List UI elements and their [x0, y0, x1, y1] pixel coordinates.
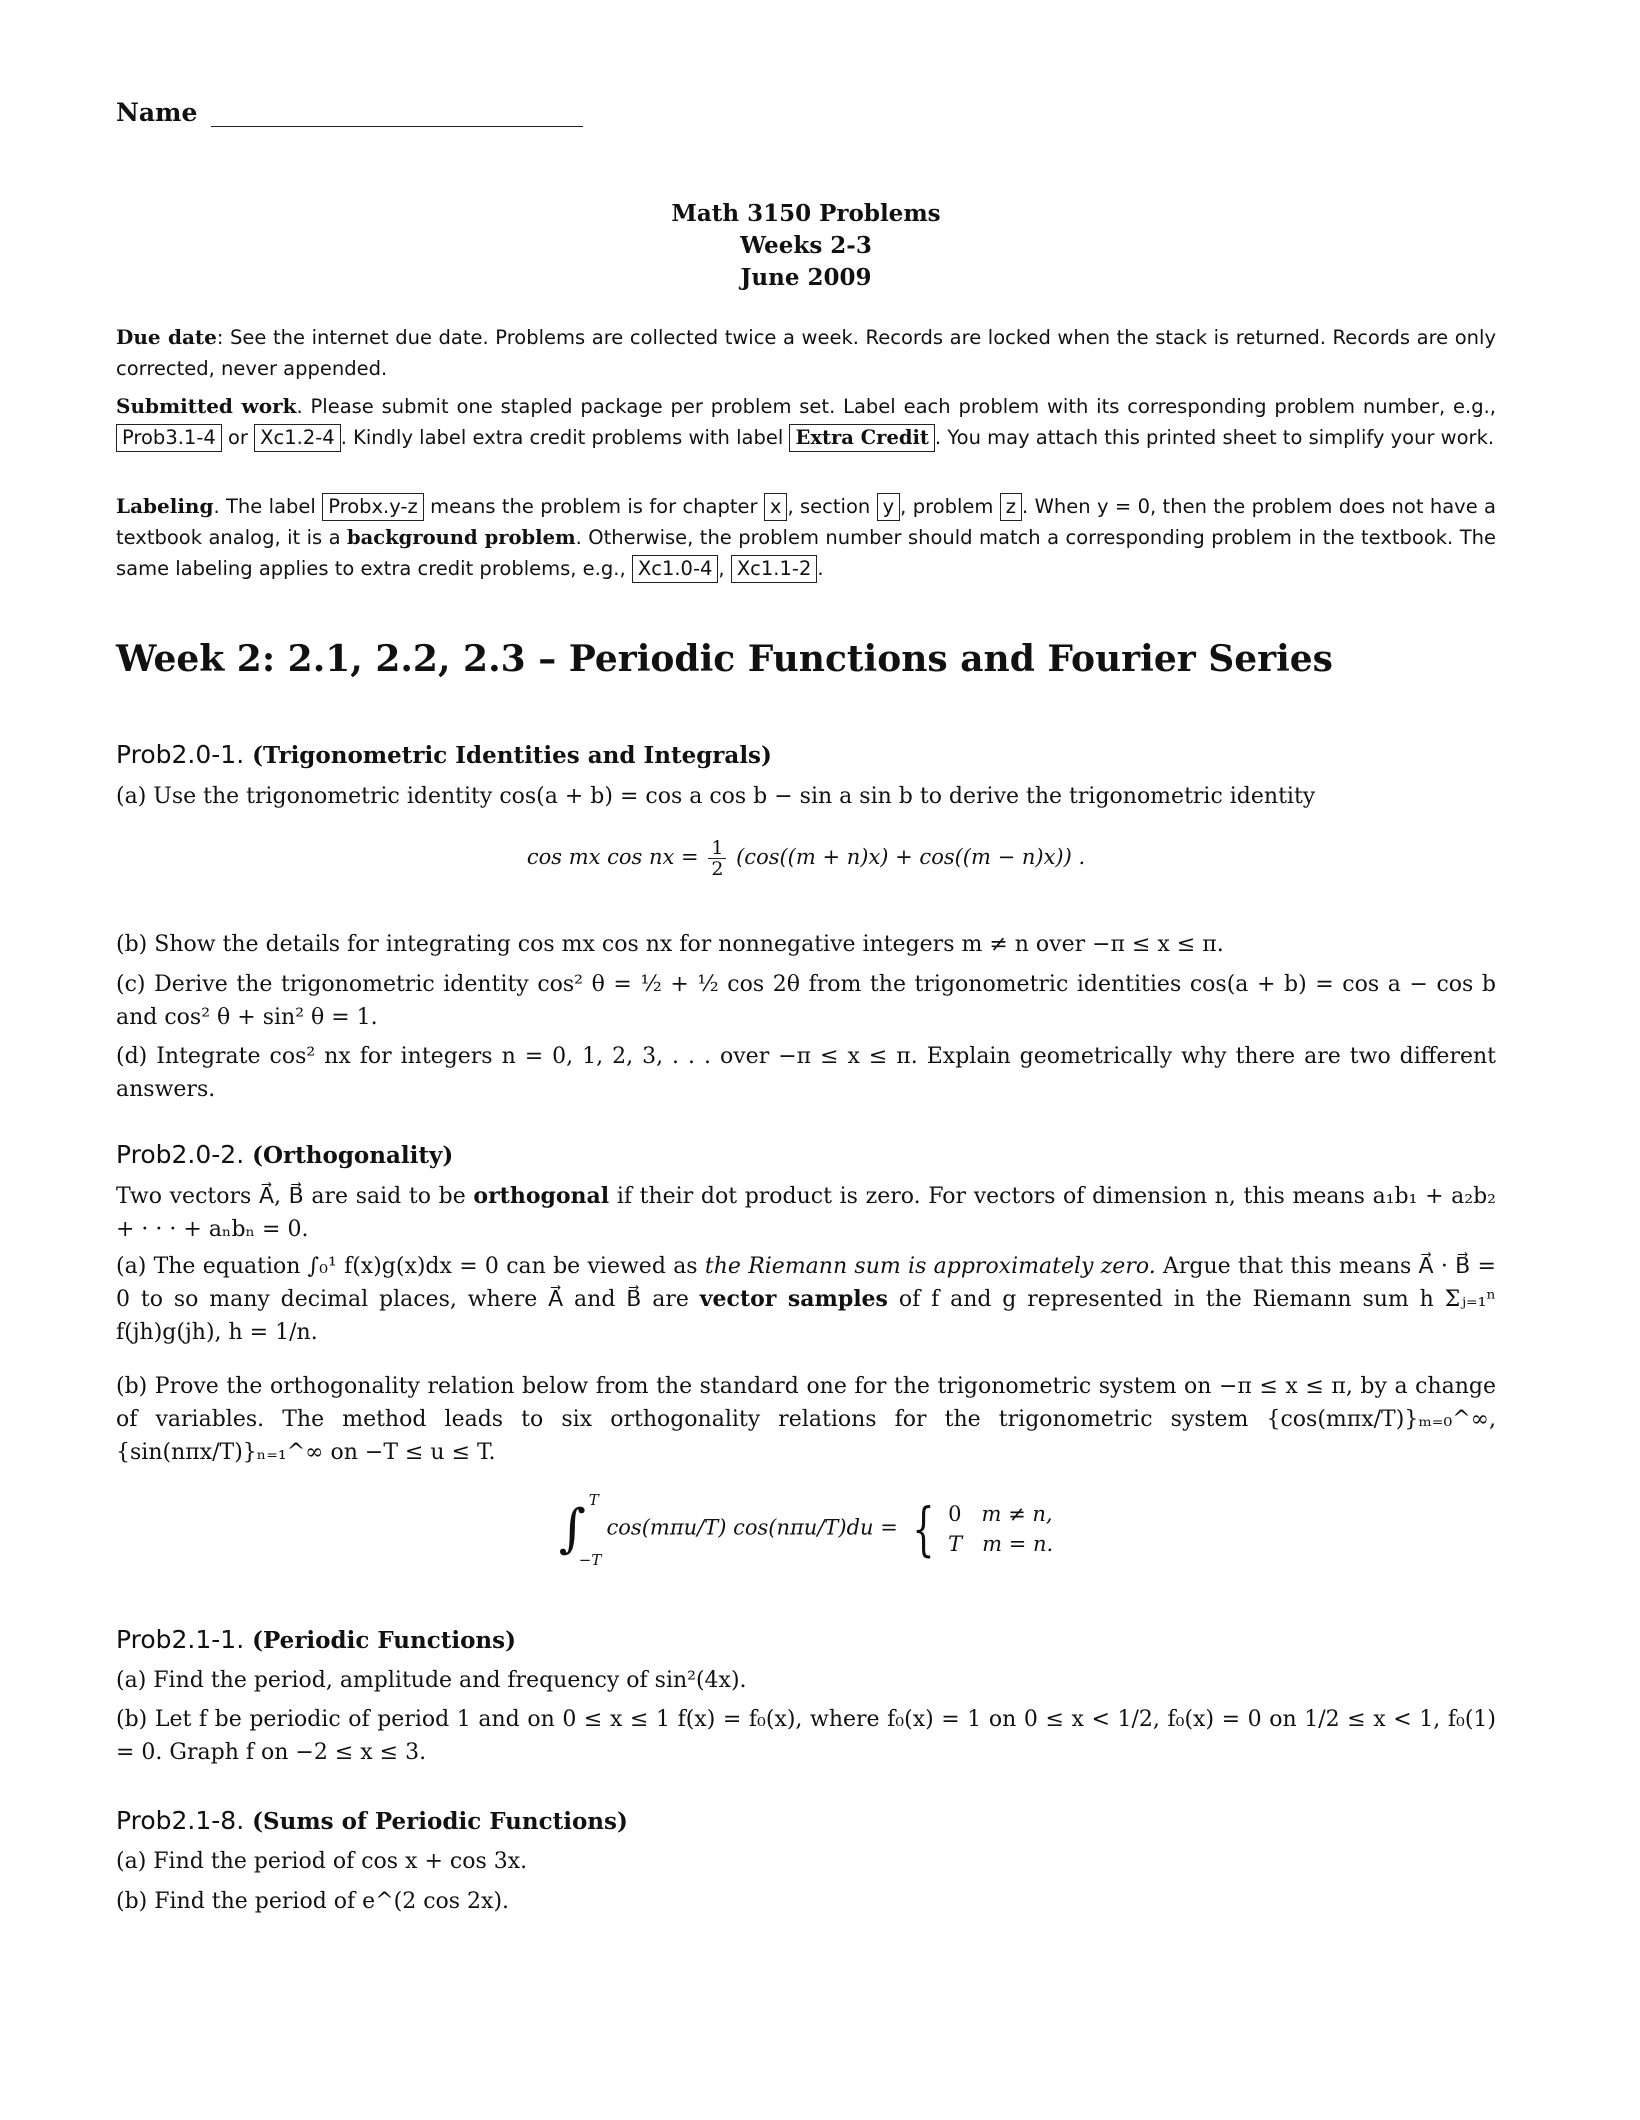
problem-part-a: (a) Use the trigonometric identity cos(a + b) = cos a cos b − sin a sin b to derive the trigonometric identity	[116, 784, 1316, 809]
label-box-xc: Xc1.2-4	[254, 424, 341, 452]
case-value: T	[948, 1532, 963, 1556]
identity-equation	[116, 838, 1496, 879]
integral-sign	[558, 1491, 602, 1569]
case-row	[948, 1499, 1053, 1529]
label-box-probx: Probx.y-z	[322, 493, 424, 521]
case-condition: m ≠ n,	[981, 1502, 1053, 1526]
problem-part-b: (b) Find the period of e^(2 cos 2x).	[116, 1889, 510, 1914]
problem-title: (Trigonometric Identities and Integrals)	[252, 742, 772, 769]
date-subtitle: June 2009	[740, 264, 872, 291]
cases-block	[948, 1499, 1053, 1559]
fraction-denominator: 2	[711, 858, 724, 880]
left-brace: {	[911, 1495, 935, 1563]
course-title: Math 3150 Problems	[671, 200, 941, 227]
problem-id: Prob2.0-1.	[116, 740, 245, 769]
case-value: 0	[948, 1502, 962, 1526]
fraction-numerator: 1	[708, 838, 726, 859]
submitted-work-lead: Submitted work	[116, 394, 297, 418]
label-box-xc104: Xc1.0-4	[632, 555, 719, 583]
equation-right: (cos((m + n)x) + cos((m − n)x)) .	[736, 845, 1086, 869]
part-a-text: (a) The equation ∫₀¹ f(x)g(x)dx = 0 can be viewed as	[116, 1254, 705, 1279]
name-blank-line	[211, 104, 583, 127]
problem-part-b: (b) Show the details for integrating cos mx cos nx for nonnegative integers m ≠ n over −π ≤ x ≤ π.	[116, 932, 1224, 957]
label-box-xc112: Xc1.1-2	[731, 555, 818, 583]
vector-samples-term: vector samples	[699, 1286, 888, 1312]
problem-part-a: (a) Find the period, amplitude and frequency of sin²(4x).	[116, 1668, 747, 1693]
intro-text: Two vectors A⃗, B⃗ are said to be	[116, 1184, 474, 1209]
labeling-text: . Otherwise, the problem number should match a corresponding problem in the textbook. The same labeling applies to extra credit problems, e.g.,	[116, 526, 1496, 580]
problem-heading	[116, 1806, 628, 1835]
background-problem-term: background problem	[347, 526, 576, 549]
problem-title: (Sums of Periodic Functions)	[252, 1808, 628, 1835]
or-text: or	[221, 426, 255, 449]
part-a-text: of f and g represented in the Riemann sum h Σⱼ₌₁ⁿ f(jh)g(jh), h = 1/n.	[116, 1287, 1496, 1345]
problem-heading	[116, 1625, 516, 1654]
problem-part-a	[116, 1250, 1496, 1349]
equation-left: cos mx cos nx =	[526, 845, 699, 869]
due-date-lead: Due date	[116, 325, 217, 349]
orthogonality-equation	[116, 1491, 1496, 1569]
part-a-text: Argue that this means A⃗ · B⃗ = 0 to so many decimal places, where A⃗ and B⃗ are	[116, 1254, 1496, 1312]
due-date-text: : See the internet due date. Problems are collected twice a week. Records are locked when the stack is returned. Records are only corrected, never appended.	[116, 326, 1497, 380]
half-fraction	[708, 838, 726, 879]
label-box-y: y	[877, 493, 901, 521]
problem-title: (Periodic Functions)	[252, 1627, 516, 1654]
problem-part-a: (a) Find the period of cos x + cos 3x.	[116, 1849, 528, 1874]
problem-part-d: (d) Integrate cos² nx for integers n = 0, 1, 2, 3, . . . over −π ≤ x ≤ π. Explain geometrically why there are two different answers.	[116, 1044, 1496, 1102]
integrand: cos(mπu/T) cos(nπu/T)du =	[606, 1515, 898, 1540]
problem-id: Prob2.0-2.	[116, 1140, 245, 1169]
riemann-sum-phrase: the Riemann sum is approximately zero.	[704, 1254, 1156, 1279]
document-title	[116, 198, 1496, 294]
orthogonal-term: orthogonal	[473, 1183, 610, 1209]
problem-heading	[116, 740, 772, 769]
name-label: Name	[116, 98, 198, 127]
labeling-text: , problem	[900, 495, 1000, 518]
labeling-text: , section	[787, 495, 877, 518]
label-box-z: z	[1000, 493, 1022, 521]
due-date-paragraph	[116, 322, 1496, 384]
orthogonality-intro	[116, 1180, 1496, 1246]
period-text: .	[817, 557, 824, 580]
problem-title: (Orthogonality)	[252, 1142, 454, 1169]
problem-part-c: (c) Derive the trigonometric identity cos² θ = ½ + ½ cos 2θ from the trigonometric identities cos(a + b) = cos a − cos b and cos² θ + sin² θ = 1.	[116, 972, 1496, 1030]
intro-text: if their dot product is zero. For vectors of dimension n, this means a₁b₁ + a₂b₂ + · · · + aₙbₙ = 0.	[116, 1184, 1497, 1242]
submitted-work-paragraph	[116, 391, 1496, 453]
problem-part-b: (b) Let f be periodic of period 1 and on 0 ≤ x ≤ 1 f(x) = f₀(x), where f₀(x) = 1 on 0 ≤ x < 1/2, f₀(x) = 0 on 1/2 ≤ x < 1, f₀(1) = 0. Graph f on −2 ≤ x ≤ 3.	[116, 1707, 1496, 1765]
problem-heading	[116, 1140, 453, 1169]
integral-symbol: ∫	[558, 1499, 586, 1559]
label-box-extra-credit: Extra Credit	[789, 424, 934, 452]
labeling-text: . The label	[213, 495, 323, 518]
submitted-text: . You may attach this printed sheet to simplify your work.	[934, 426, 1495, 449]
case-condition: m = n.	[982, 1532, 1054, 1556]
problem-id: Prob2.1-1.	[116, 1625, 245, 1654]
integral-upper-limit: T	[588, 1491, 599, 1509]
label-box-x: x	[764, 493, 788, 521]
problem-id: Prob2.1-8.	[116, 1806, 245, 1835]
labeling-paragraph	[116, 491, 1496, 584]
labeling-text: means the problem is for chapter	[423, 495, 764, 518]
integral-lower-limit: −T	[578, 1551, 602, 1569]
labeling-lead: Labeling	[116, 494, 214, 518]
labeling-text: . When y = 0, then the problem does not have a textbook analog, it is a	[116, 495, 1497, 549]
name-field-row	[116, 98, 583, 127]
problem-part-b: (b) Prove the orthogonality relation below from the standard one for the trigonometric system on −π ≤ x ≤ π, by a change of variables. The method leads to six orthogonality relations for the trigonometric system {cos(mπx/T)}ₘ₌₀^∞, {sin(nπx/T)}ₙ₌₁^∞ on −T ≤ u ≤ T.	[116, 1374, 1496, 1465]
case-row	[948, 1529, 1053, 1559]
submitted-text: . Please submit one stapled package per problem set. Label each problem with its corresponding problem number, e.g.,	[296, 395, 1497, 418]
label-box-prob: Prob3.1-4	[116, 424, 222, 452]
week-2-heading: Week 2: 2.1, 2.2, 2.3 – Periodic Functions and Fourier Series	[116, 638, 1333, 680]
comma-text: ,	[718, 557, 731, 580]
weeks-subtitle: Weeks 2-3	[740, 232, 872, 259]
submitted-text: . Kindly label extra credit problems with label	[340, 426, 790, 449]
